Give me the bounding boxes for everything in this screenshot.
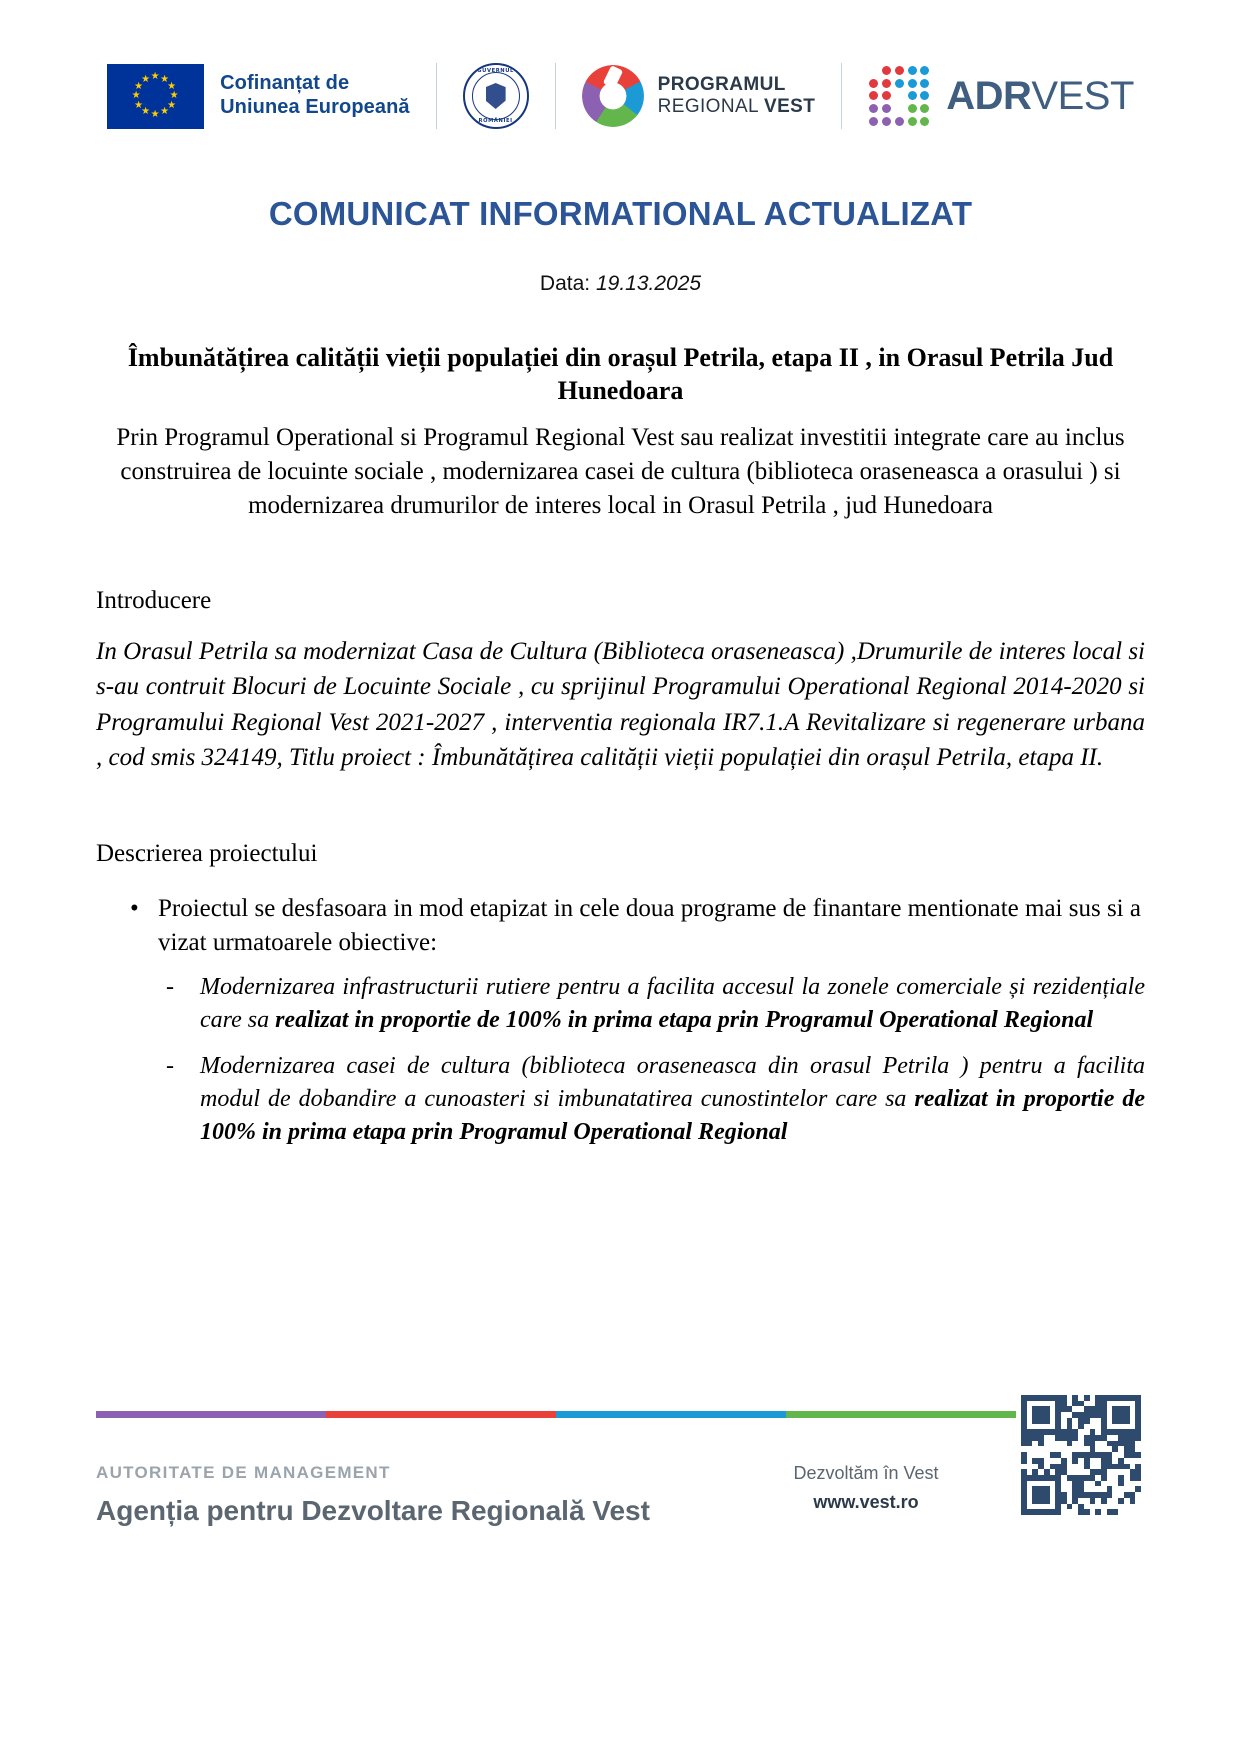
- footer-bar-segment: [556, 1411, 786, 1418]
- adr-dot: [882, 117, 891, 126]
- eu-star-icon: ★: [131, 90, 141, 101]
- eu-star-icon: ★: [167, 99, 177, 111]
- adr-dot: [895, 104, 904, 113]
- objectives-sub-list: [158, 971, 1145, 1148]
- adrvest-logo: [868, 53, 1134, 139]
- prv-regional-word: REGIONAL: [657, 96, 764, 117]
- programul-regional-vest-logo: [582, 53, 816, 139]
- eu-star-icon: ★: [134, 99, 144, 111]
- eu-cofinancing-logo: [107, 53, 410, 139]
- footer-bar-segment: [786, 1411, 1016, 1418]
- adr-dot: [908, 66, 917, 75]
- romanian-government-seal-icon: [463, 63, 529, 129]
- footer-website[interactable]: www.vest.ro: [813, 1492, 919, 1512]
- adr-dot: [882, 79, 891, 88]
- page-title: COMUNICAT INFORMATIONAL ACTUALIZAT: [268, 195, 973, 232]
- introduction-paragraph: In Orasul Petrila sa modernizat Casa de Cultura (Biblioteca oraseneasca) ,Drumurile de interes local si s-au contruit Blocuri de Locuinte Sociale , cu sprijinul Programului Operational Regional 2014-2020 si Programului Regional Vest 2021-2027 , interventia regionala IR7.1.A Revitalizare si regenerare urbana , cod smis 324149, Titlu proiect : Îmbunătățirea calității vieții populației din orașul Petrila, etapa II.: [96, 637, 1145, 771]
- logo-divider: [436, 63, 437, 129]
- adr-dot: [869, 104, 878, 113]
- list-item-text: Proiectul se desfasoara in mod etapizat in cele doua programe de finantare mentionate mai sus si a vizat urmatoarele obiective:: [158, 895, 1141, 956]
- document-body: [96, 342, 1145, 1162]
- adr-dot: [882, 91, 891, 100]
- adr-dot: [882, 66, 891, 75]
- sub-list-item: [158, 1050, 1145, 1148]
- romanian-government-logo: [463, 53, 529, 139]
- prv-logo-text: [658, 74, 816, 119]
- lead-paragraph: Prin Programul Operational si Programul Regional Vest sau realizat investitii integrate care au inclus construirea de locuinte sociale , modernizarea casei de cultura (biblioteca oraseneasca a orasului ) si modernizarea drumurilor de interes local in Orasul Petrila , jud Hunedoara: [116, 424, 1125, 519]
- sub-item-emphasis: realizat in proportie de 100% in prima etapa prin Programul Operational Regional: [200, 1085, 1145, 1145]
- footer-bar-segment: [96, 1411, 326, 1418]
- adr-dot: [920, 79, 929, 88]
- adr-dot: [882, 104, 891, 113]
- adr-dot: [908, 91, 917, 100]
- eu-logo-line1: Cofinanțat de: [220, 72, 350, 95]
- sub-item-text: Modernizarea casei de cultura (biblioteca oraseneasca din orasul Petrila ) pentru a facilita modul de dobandire a cunoasteri si imbunatatirea cunostintelor care sa: [200, 1053, 1145, 1112]
- programul-regional-vest-swirl-icon: [582, 65, 644, 127]
- qr-code-icon[interactable]: [1021, 1395, 1141, 1515]
- eu-star-icon: ★: [150, 109, 160, 120]
- eu-star-icon: ★: [160, 73, 170, 85]
- heading-descrierea-proiectului: Descrierea proiectului: [96, 839, 318, 867]
- objectives-bullet-list: [96, 892, 1145, 1148]
- eu-star-icon: ★: [160, 106, 170, 118]
- footer-slogan-block: [756, 1463, 976, 1513]
- sub-list-item: [158, 971, 1145, 1036]
- footer-authority-label: AUTORITATE DE MANAGEMENT: [96, 1463, 391, 1482]
- date-value: 19.13.2025: [595, 272, 702, 295]
- footer-bar-segment: [326, 1411, 556, 1418]
- eu-flag-icon: [107, 64, 204, 129]
- adr-dot: [895, 66, 904, 75]
- adr-dot: [920, 91, 929, 100]
- sub-item-emphasis: realizat in proportie de 100% in prima etapa prin Programul Operational Regional: [275, 1006, 1094, 1033]
- footer-authority-block: [96, 1463, 650, 1527]
- seal-bottom-text: ROMÂNIEI: [478, 118, 513, 124]
- seal-top-text: GUVERNUL: [477, 68, 514, 74]
- prv-logo-line1: PROGRAMUL: [657, 73, 786, 95]
- eu-star-icon: ★: [134, 80, 144, 92]
- document-date: [0, 272, 1241, 296]
- logo-header-bar: [0, 48, 1241, 144]
- adrvest-dots-icon: [868, 65, 930, 127]
- qr-module: [1135, 1509, 1141, 1515]
- adr-dot: [869, 79, 878, 88]
- footer-slogan: Dezvoltăm în Vest: [793, 1463, 939, 1483]
- adr-dot: [908, 79, 917, 88]
- bullet-marker: •: [130, 895, 139, 922]
- eu-logo-line2: Uniunea Europeană: [220, 96, 410, 118]
- adr-dot: [869, 117, 878, 126]
- eu-star-icon: ★: [141, 106, 151, 118]
- project-subtitle: Îmbunătățirea calității vieții populației din orașul Petrila, etapa II , in Orasul Petrila Jud Hunedoara: [127, 343, 1114, 405]
- adr-dot: [908, 117, 917, 126]
- list-item: [96, 892, 1145, 1148]
- prv-vest-word: VEST: [764, 96, 816, 117]
- adr-dot: [895, 117, 904, 126]
- adr-bold-word: ADR: [946, 74, 1032, 118]
- adr-dot: [895, 79, 904, 88]
- date-label: Data:: [539, 272, 591, 295]
- dash-marker: -: [166, 1053, 174, 1080]
- adr-dot: [869, 91, 878, 100]
- sub-item-text: Modernizarea infrastructurii rutiere pentru a facilita accesul la zonele comerciale și rezidențiale care sa: [200, 974, 1145, 1033]
- prv-logo-line2: [658, 96, 816, 118]
- page-footer: [96, 1455, 1145, 1565]
- adr-dot: [908, 104, 917, 113]
- heading-introducere: Introducere: [96, 587, 212, 614]
- seal-crest-shape: [486, 83, 506, 109]
- seal-inner-ring: [472, 72, 520, 120]
- dash-marker: -: [166, 974, 174, 1000]
- logo-divider: [841, 63, 842, 129]
- eu-logo-text: [220, 72, 410, 119]
- footer-agency-name: Agenția pentru Dezvoltare Regională Vest: [96, 1495, 650, 1526]
- logo-divider: [555, 63, 556, 129]
- adr-dot: [869, 66, 878, 75]
- adr-dot: [895, 91, 904, 100]
- adr-dot: [920, 104, 929, 113]
- eu-star-icon: ★: [167, 80, 177, 92]
- adr-light-word: VEST: [1031, 74, 1134, 118]
- adr-dot: [920, 66, 929, 75]
- adr-dot: [920, 117, 929, 126]
- eu-star-icon: ★: [141, 73, 151, 85]
- eu-star-icon: ★: [169, 90, 179, 101]
- footer-color-bar: [96, 1411, 1016, 1418]
- eu-star-icon: ★: [150, 71, 160, 82]
- adrvest-logo-text: [946, 76, 1134, 116]
